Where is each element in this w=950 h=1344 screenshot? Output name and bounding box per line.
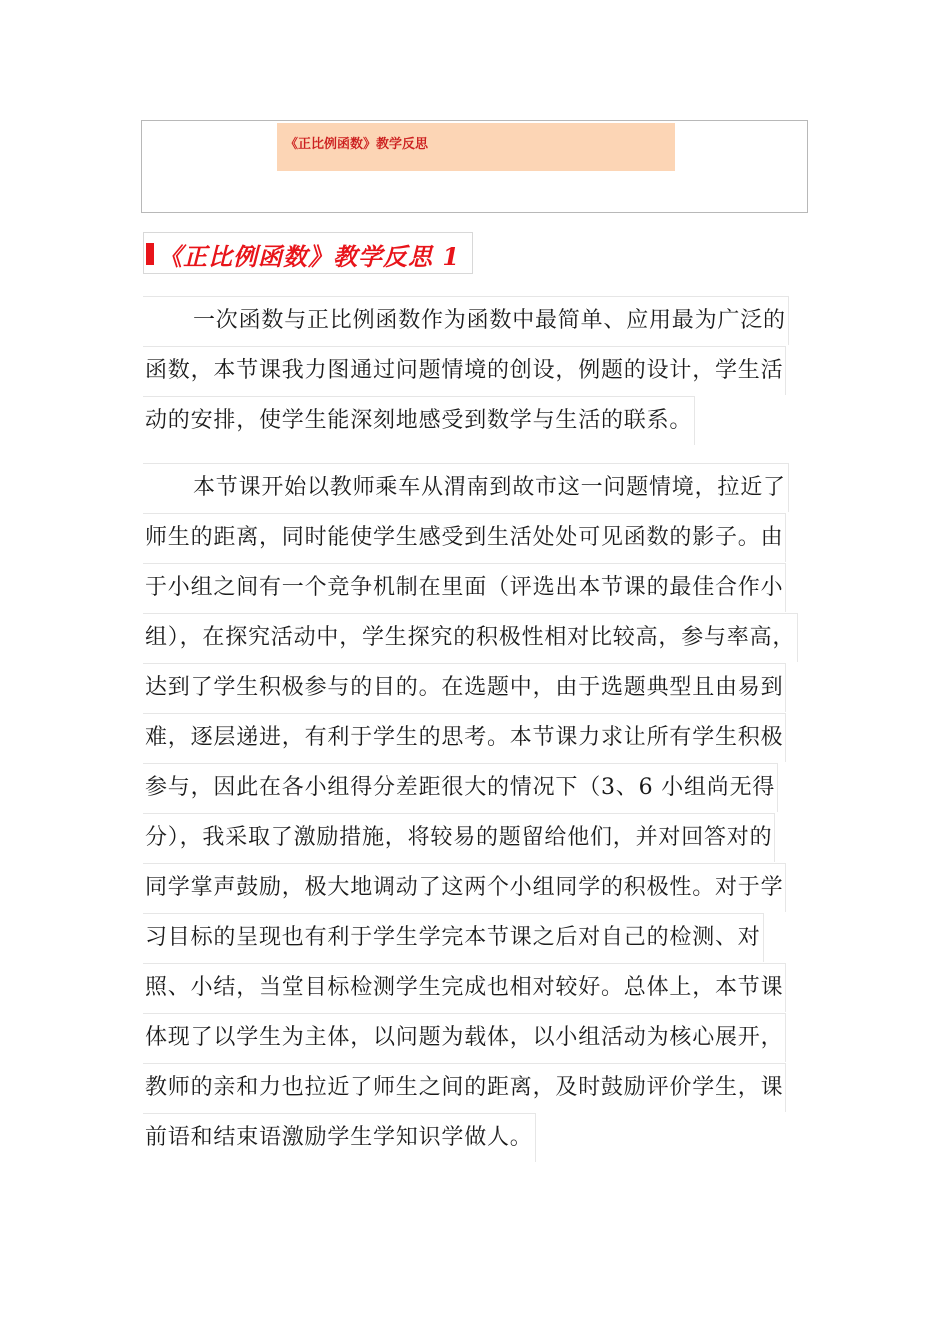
paragraph-line — [143, 813, 823, 863]
paragraph-line — [143, 296, 823, 346]
heading-marker-bar — [146, 243, 154, 265]
line-text: 函数，本节课我力图通过问题情境的创设，例题的设计，学生活 — [143, 346, 786, 395]
line-text: 组），在探究活动中，学生探究的积极性相对比较高，参与率高， — [143, 613, 798, 662]
paragraph-line — [143, 563, 823, 613]
line-text: 师生的距离，同时能使学生感受到生活处处可见函数的影子。由 — [143, 513, 786, 562]
paragraph-line — [143, 913, 823, 963]
section-heading-text: 《正比例函数》教学反思 1 — [158, 242, 461, 271]
paragraph-line — [143, 613, 823, 663]
paragraph-line — [143, 1013, 823, 1063]
line-text: 一次函数与正比例函数作为函数中最简单、应用最为广泛的 — [143, 296, 789, 345]
paragraph-2 — [143, 463, 823, 1163]
line-text: 同学掌声鼓励，极大地调动了这两个小组同学的积极性。对于学 — [143, 863, 786, 912]
line-text: 达到了学生积极参与的目的。在选题中，由于选题典型且由易到 — [143, 663, 786, 712]
paragraph-line — [143, 513, 823, 563]
line-text: 动的安排，使学生能深刻地感受到数学与生活的联系。 — [143, 396, 695, 445]
paragraph-line — [143, 346, 823, 396]
paragraph-line — [143, 663, 823, 713]
paragraph-line — [143, 863, 823, 913]
line-text: 前语和结束语激励学生学知识学做人。 — [143, 1113, 536, 1162]
line-text: 体现了以学生为主体，以问题为载体，以小组活动为核心展开， — [143, 1013, 786, 1062]
line-text: 于小组之间有一个竞争机制在里面（评选出本节课的最佳合作小 — [143, 563, 786, 612]
line-text: 分），我采取了激励措施，将较易的题留给他们，并对回答对的 — [143, 813, 775, 862]
header-title-band — [277, 123, 675, 171]
paragraph-1 — [143, 296, 823, 446]
line-text: 习目标的呈现也有利于学生学完本节课之后对自己的检测、对 — [143, 913, 764, 962]
line-text: 照、小结，当堂目标检测学生完成也相对较好。总体上，本节课 — [143, 963, 786, 1012]
paragraph-line — [143, 396, 823, 446]
paragraph-line — [143, 1063, 823, 1113]
paragraph-line — [143, 463, 823, 513]
line-text: 本节课开始以教师乘车从渭南到故市这一问题情境，拉近了 — [143, 463, 789, 512]
header-title: 《正比例函数》教学反思 — [285, 137, 429, 152]
document-header-box — [141, 120, 808, 213]
line-text: 参与，因此在各小组得分差距很大的情况下（3、6 小组尚无得 — [143, 763, 778, 812]
paragraph-line — [143, 963, 823, 1013]
paragraph-line — [143, 1113, 823, 1163]
line-text: 难，逐层递进，有利于学生的思考。本节课力求让所有学生积极 — [143, 713, 786, 762]
paragraph-line — [143, 713, 823, 763]
paragraph-line — [143, 763, 823, 813]
section-heading — [143, 232, 473, 274]
line-text: 教师的亲和力也拉近了师生之间的距离，及时鼓励评价学生，课 — [143, 1063, 786, 1112]
